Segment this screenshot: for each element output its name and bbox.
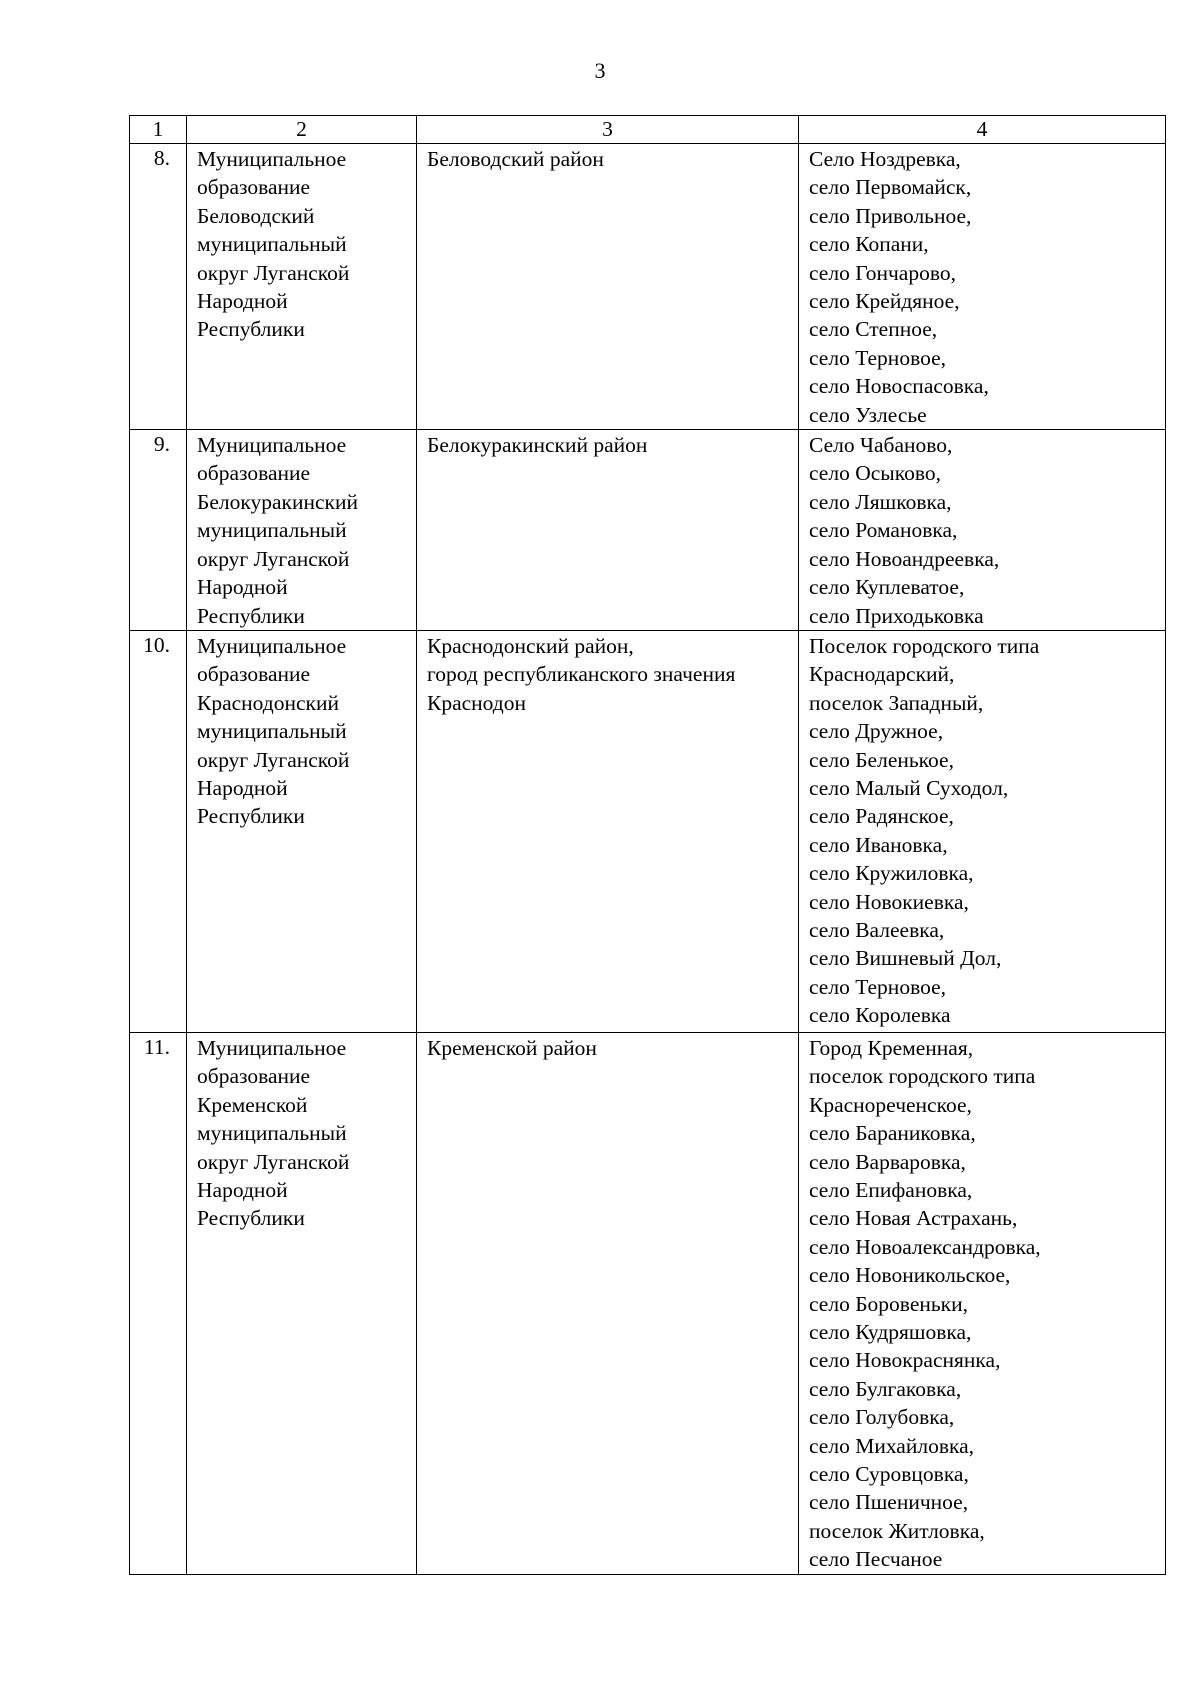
settlement-line: село Беленькое,	[809, 747, 954, 772]
municipality-line: Республики	[197, 317, 305, 342]
settlement-line: село Кружиловка,	[809, 861, 974, 886]
settlement-line: село Малый Суходол,	[809, 775, 1009, 800]
municipality-line: округ Луганской	[197, 260, 350, 285]
page-number: 3	[594, 58, 606, 83]
municipality-line: округ Луганской	[197, 1149, 350, 1174]
settlement-line: село Боровеньки,	[809, 1291, 969, 1316]
municipality-line: муниципальный	[197, 232, 347, 257]
table-row	[130, 630, 1166, 1032]
district-cell	[417, 630, 799, 1032]
settlements-cell	[799, 430, 1166, 631]
settlement-line: Поселок городского типа	[809, 633, 1040, 658]
municipality-line: образование	[197, 461, 311, 486]
municipality-line: Беловодский	[197, 203, 315, 228]
row-number-cell: 8.	[130, 144, 187, 430]
district-line: Белокуракинский район	[427, 433, 648, 458]
district-line: Беловодский район	[427, 147, 604, 171]
settlement-line: Краснодарский,	[809, 662, 955, 687]
settlement-line: село Дружное,	[809, 719, 944, 744]
municipality-line: Муниципальное	[197, 633, 347, 658]
settlement-line: село Радянское,	[809, 804, 954, 829]
municipality-cell	[187, 1032, 417, 1574]
table-body	[130, 144, 1166, 1575]
district-cell	[417, 430, 799, 631]
municipality-line: образование	[197, 1064, 311, 1089]
settlement-line: село Кудряшовка,	[809, 1319, 972, 1344]
settlement-line: поселок городского типа	[809, 1064, 1036, 1089]
municipality-line: Народной	[197, 575, 288, 600]
municipality-line: Республики	[197, 804, 305, 829]
settlement-line: село Новокиевка,	[809, 889, 969, 914]
settlement-line: село Новокраснянка,	[809, 1348, 1001, 1373]
municipality-line: Муниципальное	[197, 1035, 347, 1060]
district-cell	[417, 1032, 799, 1574]
settlement-line: село Булгаковка,	[809, 1376, 962, 1401]
column-header-3: 3	[417, 116, 799, 144]
municipality-line: округ Луганской	[197, 747, 350, 772]
settlement-line: Село Ноздревка,	[809, 147, 961, 171]
settlement-line: село Узлесье	[809, 402, 927, 427]
municipality-line: округ Луганской	[197, 546, 350, 571]
settlement-line: село Варваровка,	[809, 1149, 966, 1174]
row-number-cell: 9.	[130, 430, 187, 631]
municipality-line: Краснодонский	[197, 690, 340, 715]
row-number-cell: 11.	[130, 1032, 187, 1574]
settlement-line: село Романовка,	[809, 518, 958, 543]
municipality-line: Муниципальное	[197, 433, 347, 458]
municipality-line: Народной	[197, 289, 288, 314]
row-number-cell: 10.	[130, 630, 187, 1032]
settlement-line: село Гончарово,	[809, 260, 956, 285]
municipality-line: муниципальный	[197, 719, 347, 744]
table-row	[130, 1032, 1166, 1574]
municipality-cell	[187, 144, 417, 430]
column-header-1: 1	[130, 116, 187, 144]
settlement-line: село Пшеничное,	[809, 1490, 969, 1515]
municipality-line: Народной	[197, 775, 288, 800]
settlement-line: село Терновое,	[809, 974, 946, 999]
settlement-line: село Осыково,	[809, 461, 941, 486]
settlement-line: село Новая Астрахань,	[809, 1206, 1018, 1231]
table-row	[130, 430, 1166, 631]
settlement-line: село Терновое,	[809, 345, 946, 370]
settlement-line: Краснореченское,	[809, 1092, 972, 1117]
settlement-line: село Новоалександровка,	[809, 1234, 1041, 1259]
settlement-line: село Бараниковка,	[809, 1121, 976, 1146]
settlement-line: село Королевка	[809, 1003, 951, 1028]
settlement-line: Город Кременная,	[809, 1035, 974, 1060]
municipality-line: образование	[197, 175, 311, 200]
settlement-line: село Михайловка,	[809, 1433, 975, 1458]
district-line: Краснодон	[427, 690, 527, 715]
district-line: Кременской район	[427, 1035, 597, 1060]
settlement-line: село Ивановка,	[809, 832, 948, 857]
settlement-line: село Валеевка,	[809, 917, 945, 942]
settlement-line: село Крейдяное,	[809, 289, 960, 314]
settlement-line: село Новоандреевка,	[809, 546, 1000, 571]
settlement-line: село Куплеватое,	[809, 575, 965, 600]
district-cell	[417, 144, 799, 430]
municipality-line: Республики	[197, 1206, 305, 1231]
municipality-line: образование	[197, 662, 311, 687]
settlement-line: село Вишневый Дол,	[809, 946, 1002, 971]
municipality-cell	[187, 430, 417, 631]
column-header-2: 2	[187, 116, 417, 144]
settlement-line: село Привольное,	[809, 203, 972, 228]
municipality-line: Кременской	[197, 1092, 308, 1117]
municipality-line: муниципальный	[197, 518, 347, 543]
settlement-line: село Епифановка,	[809, 1177, 973, 1202]
settlement-line: поселок Житловка,	[809, 1518, 985, 1543]
settlement-line: Село Чабаново,	[809, 433, 953, 458]
settlements-cell	[799, 144, 1166, 430]
column-header-4: 4	[799, 116, 1166, 144]
settlement-line: село Песчаное	[809, 1547, 943, 1572]
table-header-row	[130, 116, 1166, 144]
municipality-line: муниципальный	[197, 1121, 347, 1146]
district-line: Краснодонский район,	[427, 633, 634, 658]
settlement-line: село Голубовка,	[809, 1405, 955, 1430]
settlement-line: село Приходьковка	[809, 603, 984, 628]
municipality-line: Муниципальное	[197, 147, 347, 171]
settlements-cell	[799, 1032, 1166, 1574]
table-row	[130, 144, 1166, 430]
settlement-line: село Первомайск,	[809, 175, 972, 200]
settlement-line: село Степное,	[809, 317, 938, 342]
municipality-line: Республики	[197, 603, 305, 628]
settlement-line: поселок Западный,	[809, 690, 984, 715]
settlements-cell	[799, 630, 1166, 1032]
municipality-cell	[187, 630, 417, 1032]
municipality-line: Народной	[197, 1177, 288, 1202]
settlement-line: село Ляшковка,	[809, 489, 952, 514]
settlement-line: село Новоспасовка,	[809, 374, 989, 399]
settlement-line: село Суровцовка,	[809, 1462, 969, 1486]
municipality-line: Белокуракинский	[197, 489, 359, 514]
settlement-line: село Новоникольское,	[809, 1263, 1011, 1288]
settlements-table	[129, 115, 1166, 1575]
settlement-line: село Копани,	[809, 232, 929, 257]
district-line: город республиканского значения	[427, 662, 736, 687]
